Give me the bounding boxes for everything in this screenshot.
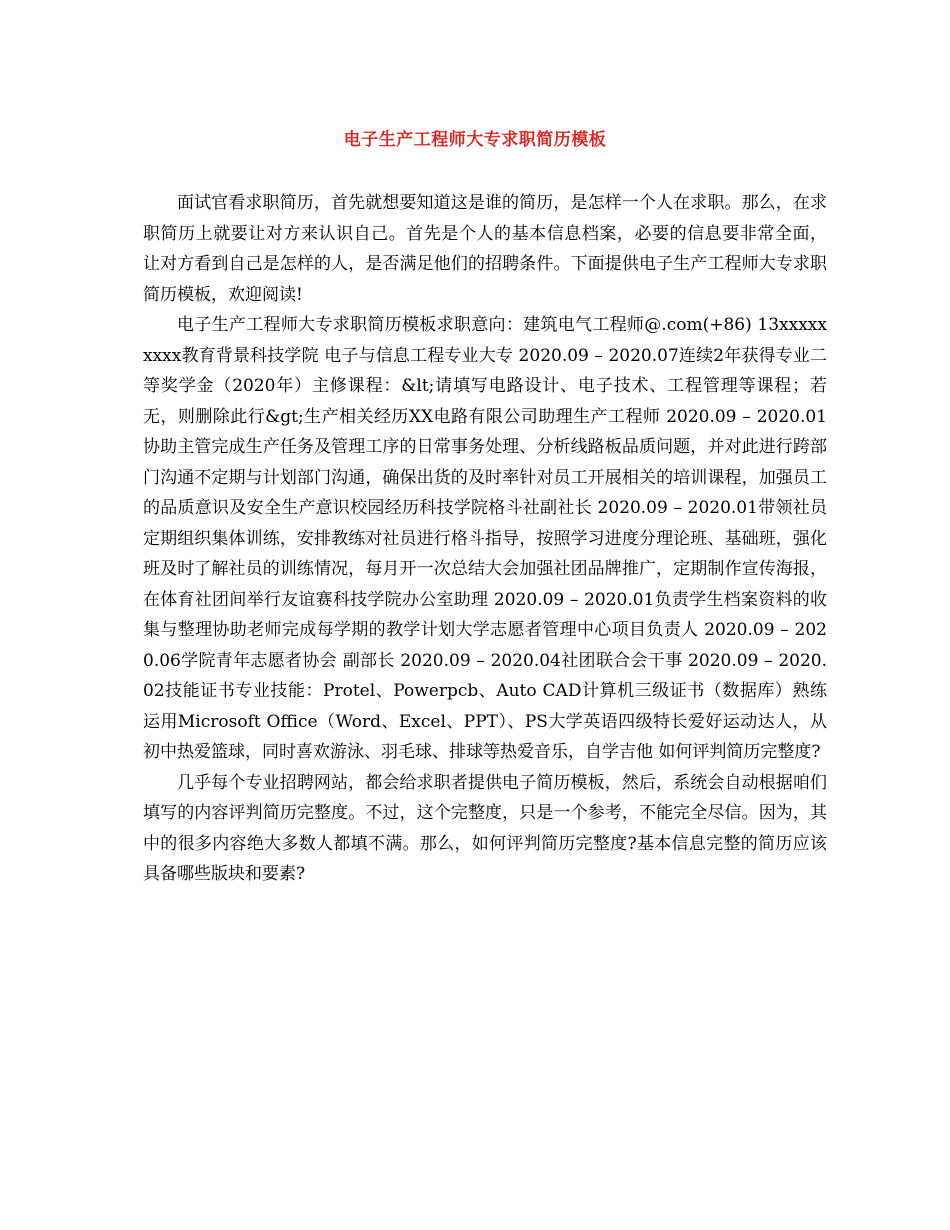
document-body (143, 188, 827, 890)
paragraph-intro: 面试官看求职简历，首先就想要知道这是谁的简历，是怎样一个人在求职。那么，在求职简历上就要让对方来认识自己。首先是个人的基本信息档案，必要的信息要非常全面， 让对方看到自己是怎样的人，是否满足他们的招聘条件。下面提供电子生产工程师大专求职简历模板，欢迎阅读! (143, 193, 827, 305)
paragraph-completeness: 几乎每个专业招聘网站，都会给求职者提供电子简历模板，然后，系统会自动根据咱们填写的内容评判简历完整度。不过，这个完整度，只是一个参考，不能完全尽信。因为，其中的很多内容绝大多数人都填不满。那么，如何评判简历完整度?基本信息完整的简历应该具备哪些版块和要素? (143, 772, 827, 884)
paragraph-resume-template: 电子生产工程师大专求职简历模板求职意向：建筑电气工程师@.com(+86) 13xxxxxxxxx教育背景科技学院 电子与信息工程专业大专 2020.09 – 2020.07连续2年获得专业二等奖学金（2020年）主修课程：&lt;请填写电路设计、电子技术、工程管理等课程；若无，则删除此行&gt;生产相关经历XX电路有限公司助理生产工程师 2020.09 – 2020.01 协助主管完成生产任务及管理工序的日常事务处理、分析线路板品质问题，并对此进行跨部门沟通不定期与计划部门沟通，确保出货的及时率针对员工开展相关的培训课程，加强员工的品质意识及安全生产意识校园经历科技学院格斗社副社长 2020.09 – 2020.01带领社员定期组织集体训练，安排教练对社员进行格斗指导，按照学习进度分理论班、基础班，强化班及时了解社员的训练情况，每月开一次总结大会加强社团品牌推广，定期制作宣传海报，在体育社团间举行友谊赛科技学院办公室助理 2020.09 – 2020.01负责学生档案资料的收集与整理协助老师完成每学期的教学计划大学志愿者管理中心项目负责人 2020.09 – 2020.06学院青年志愿者协会 副部长 2020.09 – 2020.04社团联合会干事 2020.09 – 2020.02技能证书专业技能：Protel、Powerpcb、Auto CAD计算机三级证书（数据库）熟练运用Microsoft Office（Word、Excel、PPT）、PS大学英语四级特长爱好运动达人，从初中热爱篮球，同时喜欢游泳、羽毛球、排球等热爱音乐，自学吉他 如何评判简历完整度? (143, 315, 827, 762)
document-title: 电子生产工程师大专求职简历模板 (343, 130, 607, 150)
